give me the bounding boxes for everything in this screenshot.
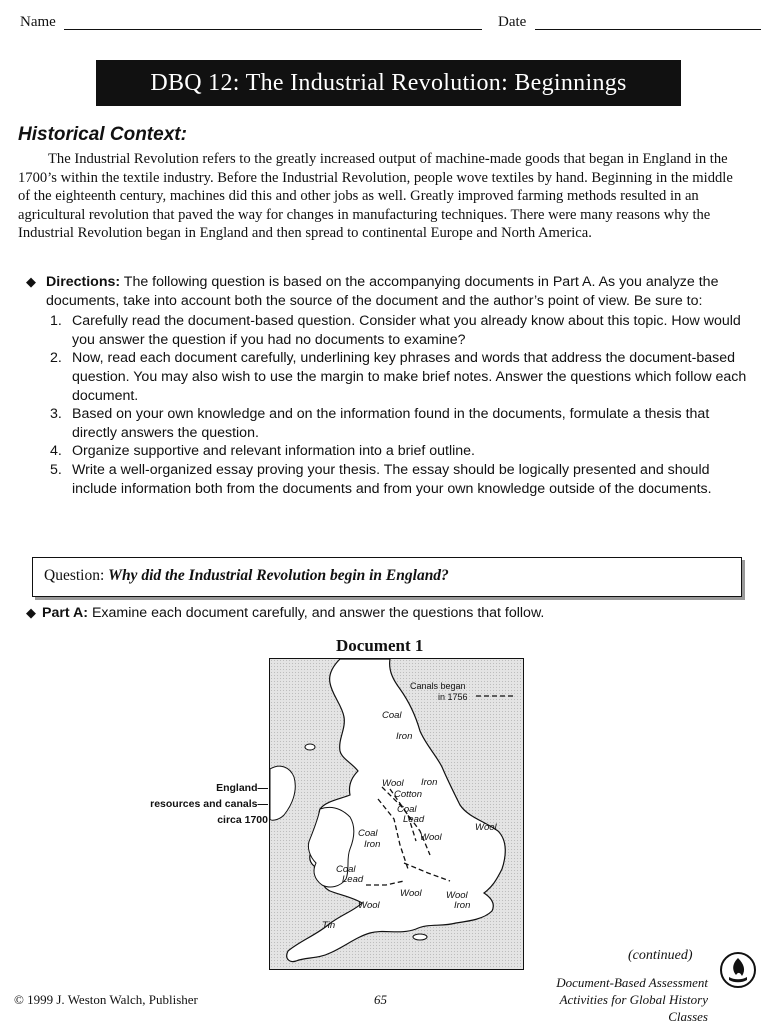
step-number: 3. [50,406,62,423]
historical-context-body: The Industrial Revolution refers to the greatly increased output of machine-made goods that began in England in the 1700’s within the textile industry. Before the Industrial Revolution, people wove textiles by hand. Beginning in the middle of the eighteenth century, machines did this and other jobs as well. Greatly improved farming methods resulted in an agricultural revolution that paved the way for changes in manufacturing techniques. There were many reasons why the Industrial Revolution began in England and then spread to continental Europe and North America. [18,151,733,242]
name-label: Name [20,14,56,30]
resource-label: Wool [382,778,404,789]
step-text: Now, read each document carefully, underlining key phrases and words that address the document-based question. You may also wish to use the margin to make brief notes. Answer the questions which follow each document. [72,350,747,404]
map-caption-line: resources and canals— [150,798,268,810]
isle-of-wight-outline [413,934,427,940]
step-number: 4. [50,443,62,460]
resource-label: Wool [420,832,442,843]
directions-steps [26,312,756,498]
copyright: © 1999 J. Weston Walch, Publisher [14,992,198,1007]
resource-label: Lead [342,874,364,885]
step-text: Write a well-organized essay proving your thesis. The essay should be logically presented and should include information both from the documents and from your own knowledge outside of the documents. [72,461,712,497]
resource-label: Wool [475,822,497,833]
resource-label: Iron [396,731,413,742]
list-item [26,461,756,498]
resource-label: Iron [454,900,471,911]
resource-label: Coal [397,804,417,815]
resource-label: Cotton [394,789,422,800]
page-title: DBQ 12: The Industrial Revolution: Beginnings [150,69,627,96]
step-number: 2. [50,350,62,367]
directions-label: Directions: [46,274,121,290]
resource-label: Tin [322,920,336,931]
question-box [32,557,742,597]
list-item [26,442,756,461]
resource-label: Coal [358,828,378,839]
resource-label: Lead [403,814,425,825]
map-caption-line: England— [216,782,268,794]
resource-label: Wool [400,888,422,899]
name-field[interactable] [64,29,482,30]
step-number: 1. [50,313,62,330]
page-number: 65 [374,992,387,1007]
historical-context-heading: Historical Context: [18,124,187,145]
step-number: 5. [50,461,62,478]
resource-label: Iron [364,839,381,850]
series-line: Activities for Global History Classes [559,992,708,1024]
date-field[interactable] [535,29,761,30]
directions-section [26,273,756,498]
part-a [26,605,544,621]
isle-of-man-outline [305,744,315,750]
series-title [520,974,708,1025]
diamond-bullet-icon: ◆ [26,605,36,620]
england-map [269,658,524,970]
publisher-logo-icon [718,950,758,995]
resource-label: Wool [358,900,380,911]
step-text: Carefully read the document-based question. Consider what you already know about this topic. How would you answer the question if you had no documents to examine? [72,313,741,348]
list-item [26,405,756,442]
question-text: Why did the Industrial Revolution begin in England? [108,567,449,584]
date-label: Date [498,14,527,30]
list-item [26,312,756,349]
canal-legend-label: in 1756 [438,692,468,702]
document-title: Document 1 [336,636,424,655]
resource-label: Wool [446,890,468,901]
directions-intro: The following question is based on the accompanying documents in Part A. As you analyze the documents, take into account both the source of the document and the author’s point of view. Be sure to: [46,274,719,309]
diamond-bullet-icon: ◆ [26,274,36,289]
list-item [26,349,756,405]
resource-label: Coal [336,864,356,875]
continued-note: (continued) [628,948,693,963]
resource-label: Iron [421,777,438,788]
question-label: Question: [44,567,105,584]
part-a-text: Examine each document carefully, and answer the questions that follow. [91,605,545,621]
part-a-label: Part A: [42,605,88,621]
series-line: Document-Based Assessment [556,975,708,990]
canal-legend-label: Canals began [410,681,466,691]
map-caption-line: circa 1700 [217,814,268,826]
ireland-outline [270,766,295,820]
title-banner [96,60,681,106]
resource-label: Coal [382,710,402,721]
map-caption [140,780,268,828]
step-text: Based on your own knowledge and on the information found in the documents, formulate a thesis that directly answers the question. [72,406,710,441]
step-text: Organize supportive and relevant information into a brief outline. [72,443,475,460]
